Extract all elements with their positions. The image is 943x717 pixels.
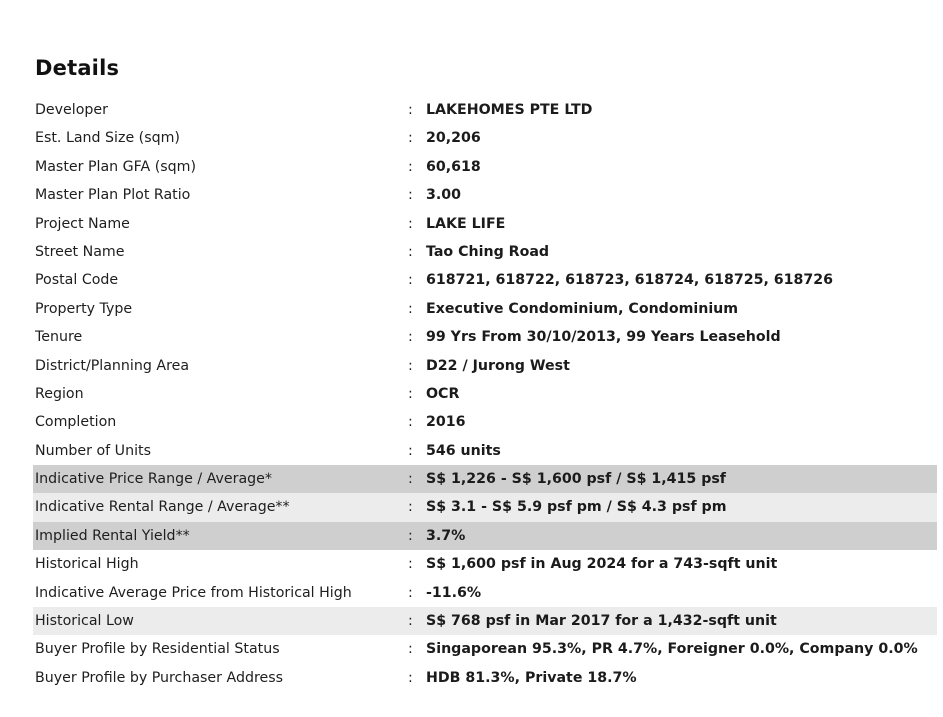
- row-separator: :: [408, 102, 413, 118]
- row-value: S$ 1,600 psf in Aug 2024 for a 743-sqft unit: [426, 556, 778, 573]
- row-separator: :: [408, 613, 413, 630]
- row-label: Indicative Average Price from Historical High: [35, 584, 352, 601]
- row-separator: :: [408, 272, 413, 289]
- detail-row-historical-high: [33, 550, 937, 578]
- detail-row-district: [33, 352, 937, 380]
- row-separator: :: [408, 527, 413, 544]
- detail-row-property-type: [33, 295, 937, 323]
- row-value: -11.6%: [426, 584, 482, 601]
- row-separator: :: [408, 357, 413, 374]
- detail-row-buyer-residential: [33, 635, 937, 663]
- detail-row-historical-low: [33, 607, 937, 635]
- detail-row-units: [33, 437, 937, 465]
- row-separator: :: [408, 641, 413, 658]
- row-value: 99 Yrs From 30/10/2013, 99 Years Leasehold: [426, 329, 781, 346]
- row-separator: :: [408, 300, 413, 317]
- row-value: S$ 768 psf in Mar 2017 for a 1,432-sqft unit: [426, 613, 777, 630]
- row-label: Completion: [35, 414, 117, 431]
- row-separator: :: [408, 442, 413, 459]
- row-label: Indicative Price Range / Average*: [35, 471, 272, 488]
- row-value: 60,618: [426, 158, 481, 175]
- row-label: Tenure: [35, 329, 83, 346]
- row-label: Historical High: [35, 556, 139, 573]
- row-separator: :: [408, 215, 413, 232]
- row-label: Master Plan GFA (sqm): [35, 158, 197, 175]
- detail-row-buyer-address: [33, 664, 937, 692]
- row-value: D22 / Jurong West: [426, 357, 570, 374]
- detail-row-plot-ratio: [33, 181, 937, 209]
- row-label: Indicative Rental Range / Average**: [35, 499, 290, 516]
- row-value: 3.00: [426, 187, 462, 204]
- row-separator: :: [408, 414, 413, 431]
- detail-row-project-name: [33, 210, 937, 238]
- row-label: Postal Code: [35, 272, 119, 289]
- row-value: S$ 1,226 - S$ 1,600 psf / S$ 1,415 psf: [426, 471, 726, 488]
- row-separator: :: [408, 243, 413, 260]
- detail-row-postal-code: [33, 266, 937, 294]
- row-value: 618721, 618722, 618723, 618724, 618725, 618726: [426, 272, 834, 289]
- detail-row-land-size: [33, 124, 937, 152]
- row-value: LAKE LIFE: [426, 215, 506, 232]
- row-label: Buyer Profile by Purchaser Address: [35, 669, 283, 686]
- row-label: Historical Low: [35, 613, 134, 630]
- detail-row-rental-yield: [33, 522, 937, 550]
- detail-row-price-range: [33, 465, 937, 493]
- row-value: OCR: [426, 385, 460, 402]
- row-value: 3.7%: [426, 527, 466, 544]
- row-label: Property Type: [35, 300, 133, 317]
- row-label: Street Name: [35, 243, 125, 260]
- row-value: 2016: [426, 414, 466, 431]
- row-value: Tao Ching Road: [426, 243, 550, 260]
- row-label: Number of Units: [35, 442, 151, 459]
- detail-row-tenure: [33, 323, 937, 351]
- row-value: LAKEHOMES PTE LTD: [426, 102, 593, 118]
- row-value: HDB 81.3%, Private 18.7%: [426, 669, 637, 686]
- detail-row-region: [33, 380, 937, 408]
- row-separator: :: [408, 499, 413, 516]
- row-value: S$ 3.1 - S$ 5.9 psf pm / S$ 4.3 psf pm: [426, 499, 727, 516]
- row-separator: :: [408, 669, 413, 686]
- row-label: Project Name: [35, 215, 130, 232]
- row-separator: :: [408, 385, 413, 402]
- detail-row-avg-from-high: [33, 579, 937, 607]
- row-separator: :: [408, 556, 413, 573]
- row-value: Executive Condominium, Condominium: [426, 300, 739, 317]
- row-label: Buyer Profile by Residential Status: [35, 641, 280, 658]
- row-value: 546 units: [426, 442, 501, 459]
- row-separator: :: [408, 329, 413, 346]
- row-separator: :: [408, 158, 413, 175]
- row-label: District/Planning Area: [35, 357, 190, 374]
- row-separator: :: [408, 471, 413, 488]
- detail-row-developer: [33, 96, 937, 124]
- row-separator: :: [408, 584, 413, 601]
- row-value: 20,206: [426, 130, 481, 147]
- row-label: Region: [35, 385, 84, 402]
- row-label: Implied Rental Yield**: [35, 527, 190, 544]
- row-separator: :: [408, 130, 413, 147]
- page-title: Details: [35, 56, 120, 80]
- row-label: Est. Land Size (sqm): [35, 130, 180, 147]
- row-separator: :: [408, 187, 413, 204]
- detail-row-rental-range: [33, 493, 937, 521]
- details-table: [33, 96, 937, 692]
- detail-row-gfa: [33, 153, 937, 181]
- detail-row-street-name: [33, 238, 937, 266]
- detail-row-completion: [33, 408, 937, 436]
- row-value: Singaporean 95.3%, PR 4.7%, Foreigner 0.0%, Company 0.0%: [426, 641, 918, 658]
- row-label: Developer: [35, 102, 108, 118]
- row-label: Master Plan Plot Ratio: [35, 187, 191, 204]
